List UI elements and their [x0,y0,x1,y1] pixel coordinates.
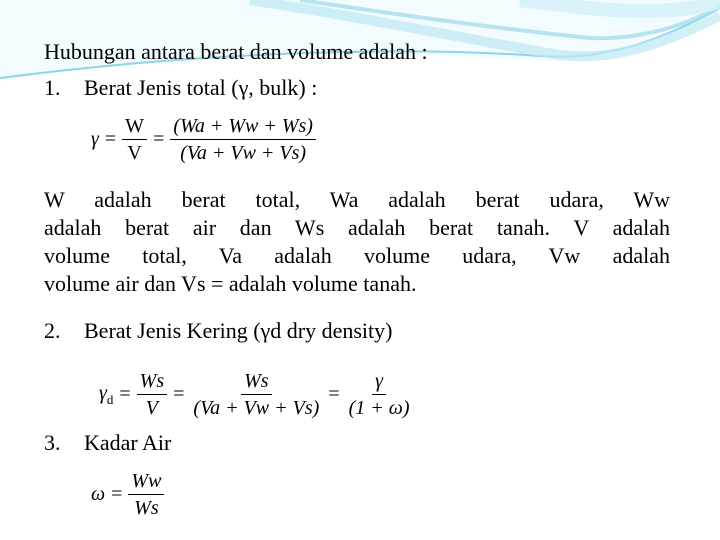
fraction-numerator: Ws [241,370,271,395]
paragraph-line: volume total, Va adalah volume udara, Vw adalah [44,243,670,268]
list-item-number: 2. [44,318,61,343]
formula-lhs: ω [91,483,106,505]
heading-text: Hubungan antara berat dan volume adalah : [44,39,428,64]
list-item-3 [44,428,171,458]
paragraph-line: W adalah berat total, Wa adalah berat udara, Ww [44,187,670,212]
formula-lhs-subscript: d [106,391,114,407]
formula-lhs [99,382,113,408]
formula-lhs: γ [91,128,99,150]
list-item-label: Berat Jenis Kering (γd dry density) [84,318,393,343]
fraction-denominator: (Va + Vw + Vs) [193,397,320,419]
fraction-numerator: W [122,115,147,140]
formula-fraction [137,370,167,419]
fraction-denominator: V [127,142,142,164]
list-item-number: 3. [44,430,61,455]
formula-fraction [128,470,164,519]
list-item-label: Kadar Air [84,430,172,455]
formula-equals: = [111,483,123,505]
formula-fraction [190,370,322,419]
paragraph-line: adalah berat air dan Ws adalah berat tanah. V adalah [44,215,670,240]
formula-equals: = [328,383,340,405]
formula-water-content [88,470,167,519]
fraction-numerator: Ws [137,370,167,395]
list-item-2 [44,316,392,346]
list-item-label: Berat Jenis total (γ, bulk) : [84,75,318,100]
definitions-paragraph [44,186,670,298]
fraction-numerator: (Wa + Ww + Ws) [170,115,316,140]
fraction-denominator: V [145,397,158,419]
formula-equals: = [104,128,117,150]
paragraph-line: volume air dan Vs = adalah volume tanah. [44,271,417,296]
formula-equals: = [153,128,165,150]
list-item-number: 1. [44,75,61,100]
formula-dry-density [96,370,416,419]
list-item-1 [44,73,317,103]
fraction-numerator: γ [372,370,386,395]
formula-bulk-density [88,115,319,164]
fraction-denominator: (1 + ω) [348,397,410,419]
formula-fraction [346,370,413,419]
formula-equals: = [173,383,185,405]
formula-fraction [122,115,147,164]
formula-fraction [170,115,316,164]
fraction-denominator: Ws [134,497,159,519]
fraction-denominator: (Va + Vw + Vs) [180,142,307,164]
fraction-numerator: Ww [128,470,164,495]
formula-equals: = [119,383,131,405]
formula-lhs-symbol: γ [99,381,107,404]
